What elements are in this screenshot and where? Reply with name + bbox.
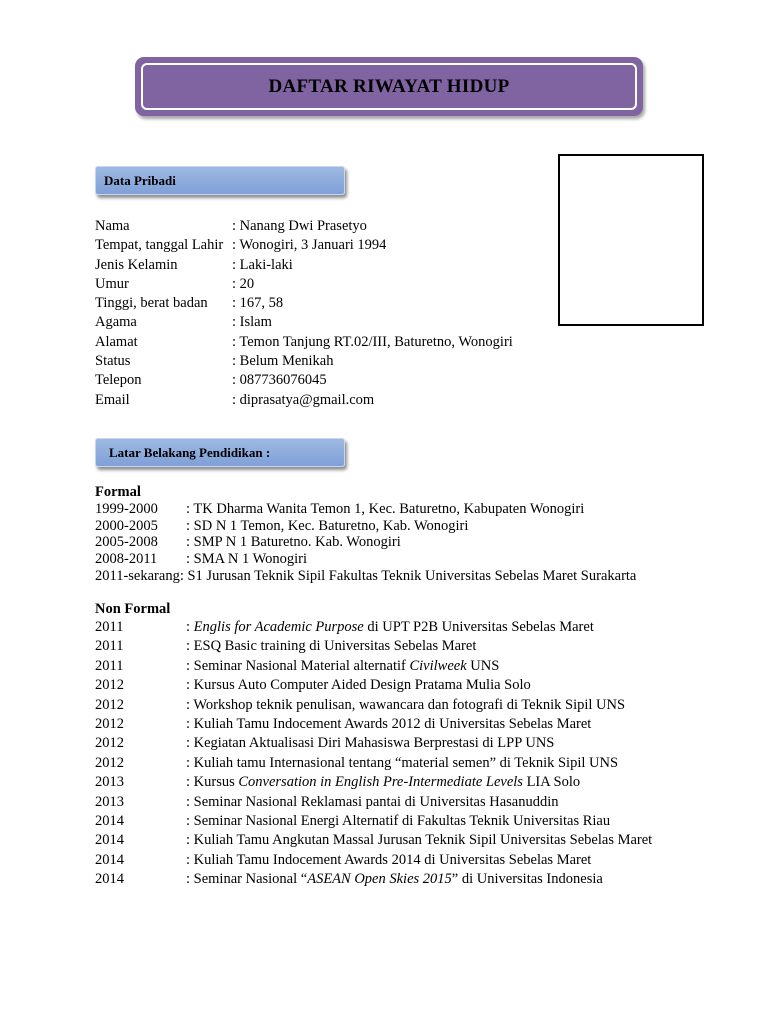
- nonformal-row: [95, 618, 652, 637]
- nonformal-text-pre: : Kursus: [186, 774, 239, 791]
- nonformal-text-pre: : Kuliah tamu Internasional tentang “material semen” di Teknik Sipil UNS: [186, 754, 619, 771]
- nonformal-text: [186, 793, 559, 812]
- formal-year: 2011-sekarang: [95, 567, 180, 584]
- personal-label: Telepon: [95, 372, 142, 389]
- nonformal-year: 2011: [95, 619, 124, 635]
- nonformal-year: 2012: [95, 735, 124, 752]
- personal-row: [95, 217, 513, 236]
- nonformal-year: 2014: [95, 871, 124, 888]
- nonformal-row: [95, 734, 652, 753]
- nonformal-text-pre: : Kegiatan Aktualisasi Diri Mahasiswa Berprestasi di LPP UNS: [186, 735, 555, 752]
- personal-value: : Wonogiri, 3 Januari 1994: [232, 237, 387, 254]
- nonformal-year: 2014: [95, 832, 124, 849]
- personal-label: Nama: [95, 218, 130, 234]
- formal-row: [95, 518, 636, 535]
- nonformal-row: [95, 676, 652, 695]
- nonformal-text-pre: :: [186, 619, 194, 635]
- nonformal-row: [95, 773, 652, 792]
- personal-label: Tinggi, berat badan: [95, 295, 208, 312]
- nonformal-year: 2014: [95, 812, 124, 829]
- personal-label: Agama: [95, 314, 137, 331]
- nonformal-text: [186, 851, 591, 870]
- nonformal-text-post: UNS: [466, 657, 500, 674]
- nonformal-text-pre: : Workshop teknik penulisan, wawancara dan fotografi di Teknik Sipil UNS: [186, 696, 626, 713]
- nonformal-year: 2012: [95, 696, 124, 713]
- personal-row: [95, 275, 513, 294]
- personal-value: : Islam: [232, 314, 272, 331]
- nonformal-heading: Non Formal: [95, 601, 171, 617]
- nonformal-education-list: [95, 601, 652, 889]
- nonformal-text: [186, 831, 652, 850]
- photo-placeholder: [558, 154, 704, 326]
- nonformal-text-em: Civilweek: [409, 657, 467, 674]
- nonformal-row: [95, 851, 652, 870]
- formal-heading: Formal: [95, 484, 141, 500]
- formal-row: [95, 568, 636, 585]
- nonformal-text-em: Englis for Academic Purpose: [193, 619, 364, 635]
- page-title: DAFTAR RIWAYAT HIDUP: [268, 75, 510, 97]
- nonformal-text-post: ” di Universitas Indonesia: [451, 871, 603, 888]
- personal-label: Status: [95, 353, 131, 370]
- nonformal-row: [95, 754, 652, 773]
- formal-text: : TK Dharma Wanita Temon 1, Kec. Baturetno, Kabupaten Wonogiri: [186, 500, 585, 517]
- personal-value: : diprasatya@gmail.com: [232, 391, 375, 408]
- nonformal-text-post: di UPT P2B Universitas Sebelas Maret: [363, 619, 594, 635]
- nonformal-text: [186, 754, 618, 773]
- nonformal-year: 2012: [95, 715, 124, 732]
- personal-row: [95, 352, 513, 371]
- section-header-education: Latar Belakang Pendidikan :: [95, 438, 345, 467]
- title-banner-frame: [141, 63, 637, 110]
- nonformal-text-pre: : Seminar Nasional Energi Alternatif di Fakultas Teknik Universitas Riau: [186, 812, 611, 829]
- personal-value: : Temon Tanjung RT.02/III, Baturetno, Wonogiri: [232, 333, 513, 350]
- personal-label: Jenis Kelamin: [95, 256, 178, 273]
- nonformal-text-pre: : Kursus Auto Computer Aided Design Pratama Mulia Solo: [186, 677, 531, 694]
- nonformal-row: [95, 637, 652, 656]
- nonformal-text-pre: : Kuliah Tamu Indocement Awards 2012 di Universitas Sebelas Maret: [186, 715, 592, 732]
- personal-label: Email: [95, 391, 130, 408]
- formal-row: [95, 534, 636, 551]
- nonformal-row: [95, 657, 652, 676]
- nonformal-text-em: ASEAN Open Skies 2015: [307, 871, 452, 888]
- nonformal-text-em: Conversation in English Pre-Intermediate Levels: [238, 774, 523, 791]
- formal-text: : S1 Jurusan Teknik Sipil Fakultas Teknik Universitas Sebelas Maret Surakarta: [179, 567, 637, 584]
- personal-value: : Belum Menikah: [232, 353, 334, 370]
- nonformal-text-pre: : Seminar Nasional Reklamasi pantai di Universitas Hasanuddin: [186, 793, 559, 810]
- nonformal-year: 2013: [95, 774, 124, 791]
- personal-value: : 20: [232, 275, 255, 292]
- formal-year: 2000-2005: [95, 517, 158, 534]
- nonformal-text-pre: : ESQ Basic training di Universitas Sebelas Maret: [186, 638, 477, 655]
- nonformal-row: [95, 793, 652, 812]
- formal-row: [95, 551, 636, 568]
- personal-row: [95, 236, 513, 255]
- nonformal-year: 2013: [95, 793, 124, 810]
- nonformal-text-pre: : Kuliah Tamu Indocement Awards 2014 di Universitas Sebelas Maret: [186, 851, 592, 868]
- nonformal-row: [95, 812, 652, 831]
- nonformal-year: 2011: [95, 638, 124, 655]
- personal-row: [95, 371, 513, 390]
- nonformal-row: [95, 696, 652, 715]
- nonformal-row: [95, 870, 652, 889]
- formal-education-list: [95, 484, 636, 585]
- personal-label: Umur: [95, 275, 129, 292]
- personal-label: Tempat, tanggal Lahir: [95, 237, 224, 254]
- formal-year: 2005-2008: [95, 534, 158, 551]
- title-banner: [135, 57, 643, 116]
- personal-row: [95, 294, 513, 313]
- formal-year: 1999-2000: [95, 500, 158, 517]
- nonformal-text: [186, 637, 476, 656]
- nonformal-text: [186, 618, 594, 637]
- section-header-personal: Data Pribadi: [95, 166, 345, 195]
- personal-value: : 167, 58: [232, 295, 284, 312]
- personal-data-list: [95, 217, 513, 410]
- nonformal-text: [186, 676, 531, 695]
- nonformal-year: 2014: [95, 851, 124, 868]
- nonformal-text: [186, 657, 499, 676]
- nonformal-text: [186, 870, 603, 889]
- nonformal-text: [186, 812, 610, 831]
- nonformal-text-pre: : Seminar Nasional “: [186, 871, 308, 888]
- formal-text: : SMA N 1 Wonogiri: [186, 551, 308, 568]
- nonformal-row: [95, 831, 652, 850]
- formal-text: : SMP N 1 Baturetno. Kab. Wonogiri: [186, 534, 401, 551]
- personal-row: [95, 391, 513, 410]
- nonformal-year: 2012: [95, 677, 124, 694]
- personal-row: [95, 256, 513, 275]
- personal-row: [95, 313, 513, 332]
- nonformal-row: [95, 715, 652, 734]
- personal-label: Alamat: [95, 333, 138, 350]
- nonformal-text-pre: : Kuliah Tamu Angkutan Massal Jurusan Teknik Sipil Universitas Sebelas Maret: [186, 832, 653, 849]
- formal-row: [95, 501, 636, 518]
- nonformal-text: [186, 715, 591, 734]
- nonformal-text: [186, 773, 580, 792]
- personal-row: [95, 333, 513, 352]
- nonformal-text: [186, 734, 554, 753]
- personal-value: : Laki-laki: [232, 256, 293, 273]
- nonformal-year: 2011: [95, 657, 124, 674]
- nonformal-text-pre: : Seminar Nasional Material alternatif: [186, 657, 410, 674]
- personal-value: : Nanang Dwi Prasetyo: [232, 218, 367, 234]
- nonformal-text-post: LIA Solo: [522, 774, 581, 791]
- nonformal-text: [186, 696, 625, 715]
- formal-year: 2008-2011: [95, 551, 158, 568]
- formal-text: : SD N 1 Temon, Kec. Baturetno, Kab. Wonogiri: [186, 517, 469, 534]
- nonformal-year: 2012: [95, 754, 124, 771]
- personal-value: : 087736076045: [232, 372, 327, 389]
